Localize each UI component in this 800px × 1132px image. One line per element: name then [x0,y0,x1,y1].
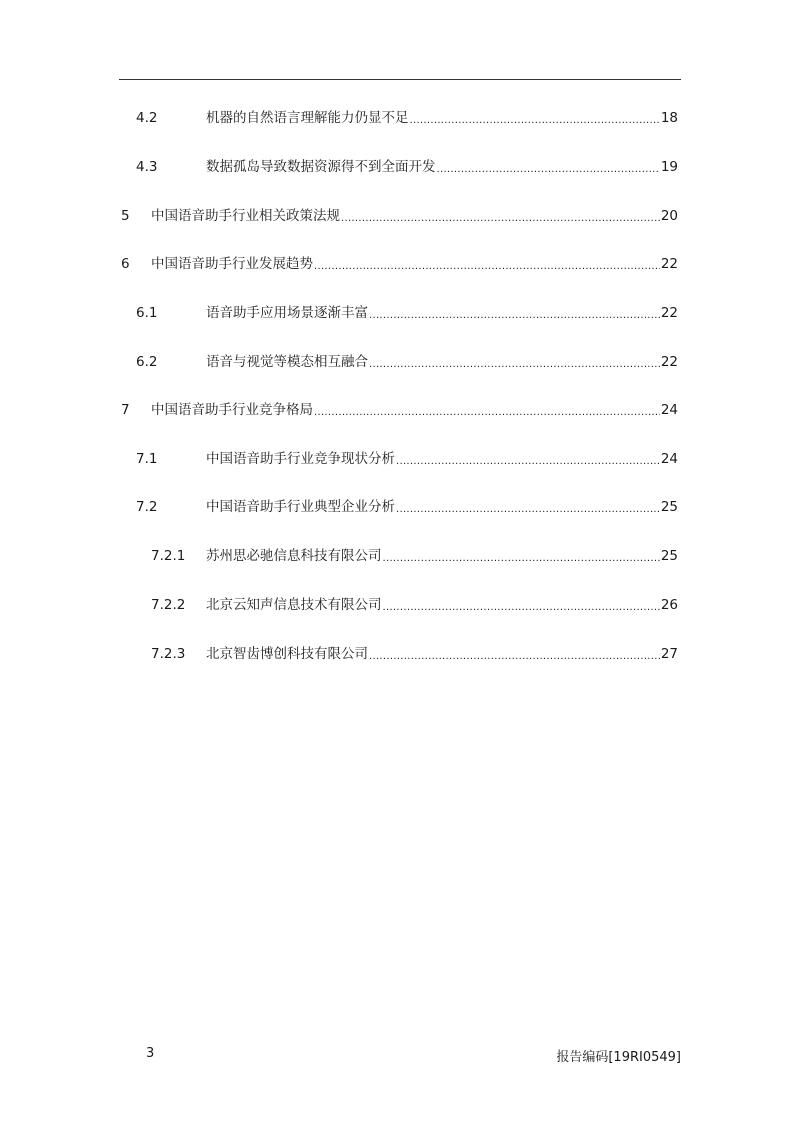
toc-entry-page: 24 [660,451,678,467]
toc-entry-6-2[interactable] [136,352,678,372]
toc-entry-title: 语音助手应用场景逐渐丰富 [206,305,368,321]
toc-entry-number: 4.3 [136,159,158,175]
toc-leader-dots [383,551,660,566]
toc-entry-page: 27 [660,646,678,662]
toc-entry-page: 22 [660,354,678,370]
toc-leader-dots [369,649,660,664]
toc-leader-dots [437,162,660,177]
toc-entry-number: 7.2 [136,499,158,515]
toc-entry-7-2-2[interactable] [151,595,678,615]
toc-entry-page: 18 [660,110,678,126]
toc-entry-7-2-3[interactable] [151,644,678,664]
toc-entry-title: 中国语音助手行业相关政策法规 [151,208,340,224]
toc-entry-page: 25 [660,499,678,515]
toc-entry-4-2[interactable] [136,108,678,128]
toc-leader-dots [314,259,660,274]
toc-entry-number: 7.2.1 [151,548,186,564]
toc-entry-6-1[interactable] [136,303,678,323]
toc-entry-number: 4.2 [136,110,158,126]
toc-entry-title: 中国语音助手行业发展趋势 [151,256,313,272]
toc-entry-title: 语音与视觉等模态相互融合 [206,354,368,370]
toc-leader-dots [410,113,660,128]
toc-entry-number: 7.1 [136,451,158,467]
toc-leader-dots [396,502,660,517]
toc-entry-title: 中国语音助手行业竞争格局 [151,402,313,418]
toc-entry-7[interactable] [121,400,678,420]
toc-entry-page: 20 [660,208,678,224]
toc-entry-number: 7 [121,402,130,418]
toc-entry-6[interactable] [121,254,678,274]
toc-entry-number: 6.2 [136,354,158,370]
toc-entry-number: 7.2.2 [151,597,186,613]
toc-entry-7-2[interactable] [136,497,678,517]
toc-leader-dots [369,357,660,372]
footer-page-number: 3 [146,1046,155,1061]
toc-entry-title: 苏州思必驰信息科技有限公司 [206,548,382,564]
toc-entry-page: 25 [660,548,678,564]
header-rule [119,79,681,80]
toc-entry-page: 24 [660,402,678,418]
footer-report-code: 报告编码[19RI0549] [556,1050,681,1065]
toc-entry-title: 中国语音助手行业竞争现状分析 [206,451,395,467]
toc-entry-number: 7.2.3 [151,646,186,662]
toc-entry-page: 26 [660,597,678,613]
toc-entry-number: 6 [121,256,130,272]
toc-entry-title: 中国语音助手行业典型企业分析 [206,499,395,515]
toc-entry-page: 19 [660,159,678,175]
toc-leader-dots [396,454,660,469]
toc-entry-7-1[interactable] [136,449,678,469]
toc-entry-title: 数据孤岛导致数据资源得不到全面开发 [206,159,436,175]
toc-entry-4-3[interactable] [136,157,678,177]
toc-entry-7-2-1[interactable] [151,546,678,566]
toc-entry-title: 北京云知声信息技术有限公司 [206,597,382,613]
toc-entry-title: 机器的自然语言理解能力仍显不足 [206,110,409,126]
toc-entry-title: 北京智齿博创科技有限公司 [206,646,368,662]
toc-entry-page: 22 [660,305,678,321]
toc-leader-dots [341,211,660,226]
toc-entry-5[interactable] [121,206,678,226]
toc-entry-page: 22 [660,256,678,272]
toc-leader-dots [369,308,660,323]
toc-entry-number: 5 [121,208,130,224]
toc-leader-dots [383,600,660,615]
toc-entry-number: 6.1 [136,305,158,321]
toc-leader-dots [314,405,660,420]
